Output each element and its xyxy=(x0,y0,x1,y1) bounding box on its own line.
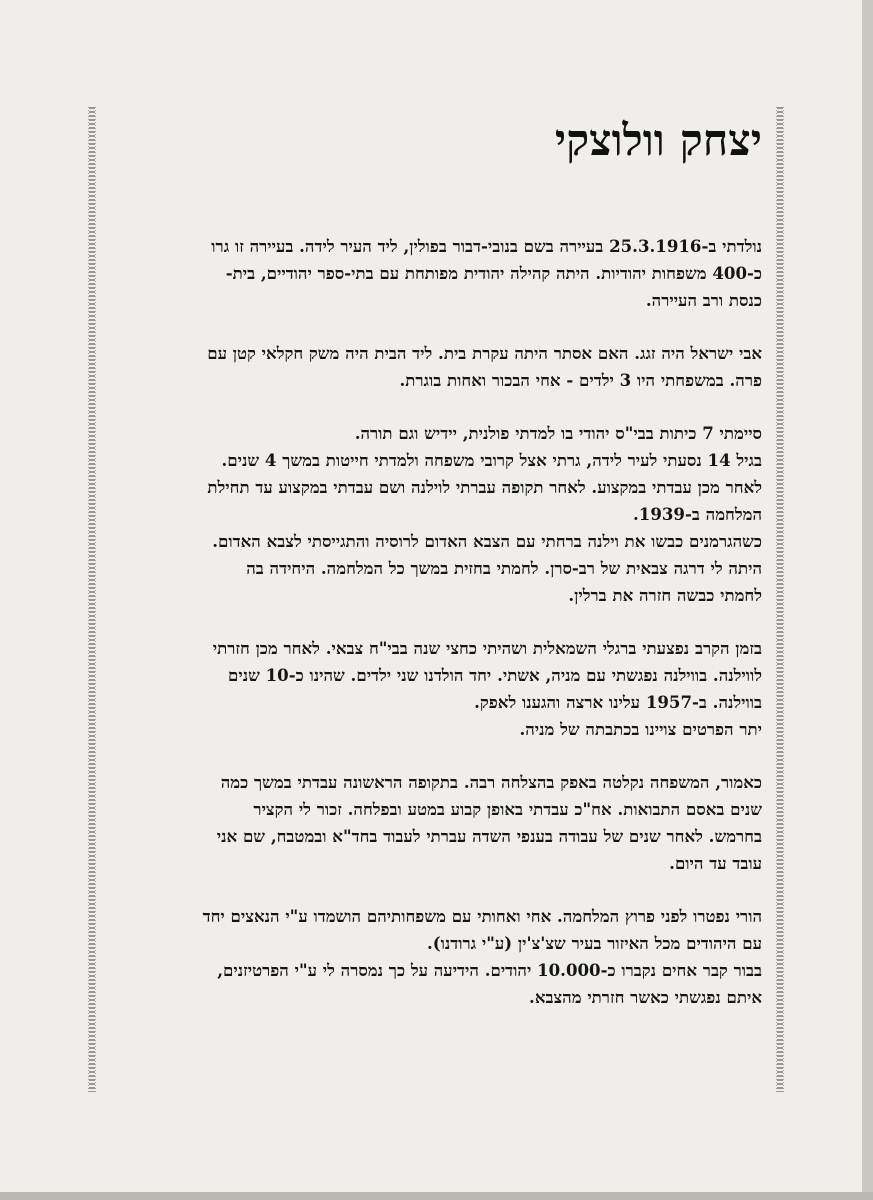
text-line: סיימתי 7 כיתות בבי"ס יהודי בו למדתי פולנית, יידיש וגם תורה. xyxy=(354,423,762,444)
scan-bottom-edge xyxy=(0,1192,873,1200)
text-line: פרה. במשפחתי היו 3 ילדים - אחי הבכור ואחות בוגרת. xyxy=(399,370,762,391)
text-line: כשהגרמנים כבשו את וילנה ברחתי עם הצבא האדום לרוסיה והתגייסתי לצבא האדום. xyxy=(212,531,762,552)
text-line: כנסת ורב העיירה. xyxy=(645,290,762,311)
text-line: לאחר מכן עבדתי במקצוע. לאחר תקופה עברתי לוילנה ושם עבדתי במקצוע עד תחילת xyxy=(207,477,762,498)
text-line: שנים באסם התבואות. אח"כ עבדתי באופן קבוע במטע ובפלחה. זכור לי הקציר xyxy=(253,799,762,820)
text-line: איתם נפגשתי כאשר חזרתי מהצבא. xyxy=(529,987,762,1008)
scan-right-edge xyxy=(862,0,873,1200)
right-decorative-border xyxy=(777,107,783,1092)
document-body xyxy=(122,118,762,1037)
paragraph-injury-aliyah xyxy=(122,635,762,743)
text-line: בווילנה. ב-1957 עלינו ארצה והגענו לאפק. xyxy=(474,692,762,713)
paragraph-birth xyxy=(122,233,762,314)
text-line: אבי ישראל היה זגג. האם אסתר היתה עקרת בית. ליד הבית היה משק חקלאי קטן עם xyxy=(207,343,762,364)
text-line: בחרמש. לאחר שנים של עבודה בענפי השדה עברתי לעבוד בחד"א ובמטבח, שם אני xyxy=(216,826,762,847)
paragraph-family-fate xyxy=(122,903,762,1011)
text-line: בזמן הקרב נפצעתי ברגלי השמאלית ושהיתי כחצי שנה בבי"ח צבאי. לאחר מכן חזרתי xyxy=(212,638,762,659)
text-line: לווילנה. בווילנה נפגשתי עם מניה, אשתי. יחד הולדנו שני ילדים. שהינו כ-10 שנים xyxy=(227,665,762,686)
text-line: היתה לי דרגה צבאית של רב-סרן. לחמתי בחזית במשך כל המלחמה. היחידה בה xyxy=(246,558,762,579)
text-line: עובד עד היום. xyxy=(669,853,762,874)
text-line: בגיל 14 נסעתי לעיר לידה, גרתי אצל קרובי משפחה ולמדתי חייטות במשך 4 שנים. xyxy=(221,450,762,471)
text-line: לחמתי כבשה חזרה את ברלין. xyxy=(568,585,762,606)
text-line: הורי נפטרו לפני פרוץ המלחמה. אחי ואחותי עם משפחותיהם הושמדו ע"י הנאצים יחד xyxy=(202,906,762,927)
text-line: בבור קבר אחים נקברו כ-10.000 יהודים. הידיעה על כך נמסרה לי ע"י הפרטיזנים, xyxy=(217,960,762,981)
text-line: נולדתי ב-25.3.1916 בעיירה בשם בנובי-דבור בפולין, ליד העיר לידה. בעיירה זו גרו xyxy=(211,236,762,257)
left-decorative-border xyxy=(89,107,95,1092)
text-line: כאמור, המשפחה נקלטה באפק בהצלחה רבה. בתקופה הראשונה עבדתי במשך כמה xyxy=(220,772,762,793)
text-line: יתר הפרטים צויינו בכתבתה של מניה. xyxy=(519,719,762,740)
document-title: יצחק וולוצקי xyxy=(554,116,762,166)
paragraph-work xyxy=(122,769,762,877)
text-line: כ-400 משפחות יהודיות. היתה קהילה יהודית מפותחת עם בתי-ספר יהודיים, בית- xyxy=(225,263,762,284)
text-line: המלחמה ב-1939. xyxy=(633,504,762,525)
text-line: עם היהודים מכל האיזור בעיר שצ'צ'ין (ע"י גרודנו). xyxy=(427,933,762,954)
paragraph-education-war xyxy=(122,420,762,609)
paragraph-family xyxy=(122,340,762,394)
